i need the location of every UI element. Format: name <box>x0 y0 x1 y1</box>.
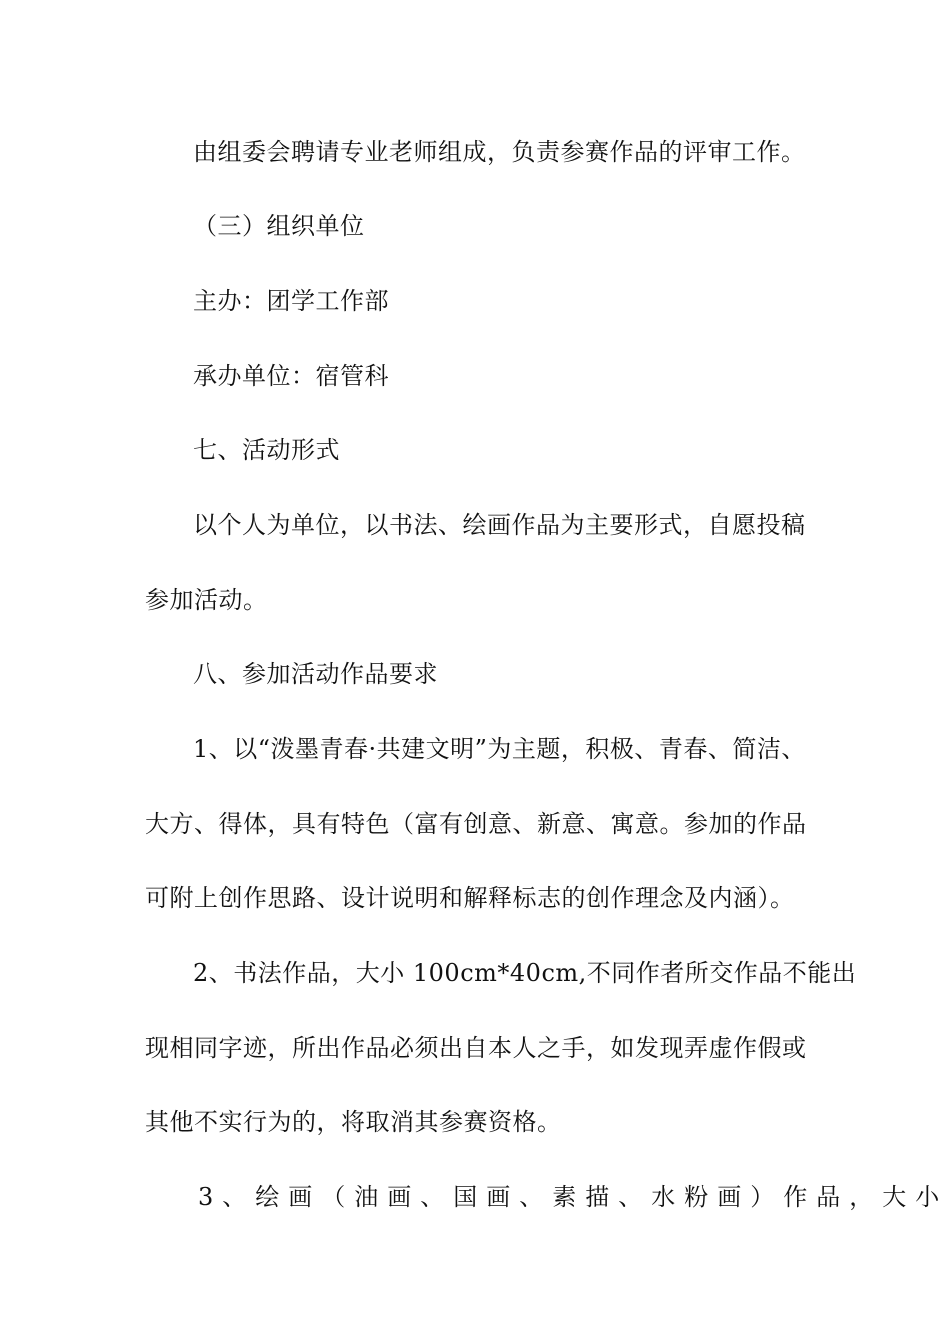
paragraph-line: 参加活动。 <box>145 586 268 614</box>
section-heading: 八、参加活动作品要求 <box>193 660 438 688</box>
paragraph-line: 以个人为单位，以书法、绘画作品为主要形式，自愿投稿 <box>193 511 806 539</box>
paragraph-line: 3、绘画（油画、国画、素描、水粉画）作品，大小 <box>198 1183 949 1211</box>
section-heading: （三）组织单位 <box>193 212 365 240</box>
paragraph-line: 大方、得体，具有特色（富有创意、新意、寓意。参加的作品 <box>145 810 807 838</box>
paragraph-line: 可附上创作思路、设计说明和解释标志的创作理念及内涵）。 <box>145 884 795 912</box>
paragraph-line: 1、以“泼墨青春·共建文明”为主题，积极、青春、简洁、 <box>193 735 806 763</box>
section-heading: 七、活动形式 <box>193 436 340 464</box>
paragraph-line: 现相同字迹，所出作品必须出自本人之手，如发现弄虚作假或 <box>145 1034 807 1062</box>
paragraph-line: 承办单位：宿管科 <box>193 362 389 390</box>
paragraph-line: 其他不实行为的，将取消其参赛资格。 <box>145 1108 562 1136</box>
paragraph-line: 2、书法作品，大小 100cm*40cm,不同作者所交作品不能出 <box>193 959 857 987</box>
paragraph-line: 由组委会聘请专业老师组成，负责参赛作品的评审工作。 <box>193 138 806 166</box>
paragraph-line: 主办：团学工作部 <box>193 287 389 315</box>
